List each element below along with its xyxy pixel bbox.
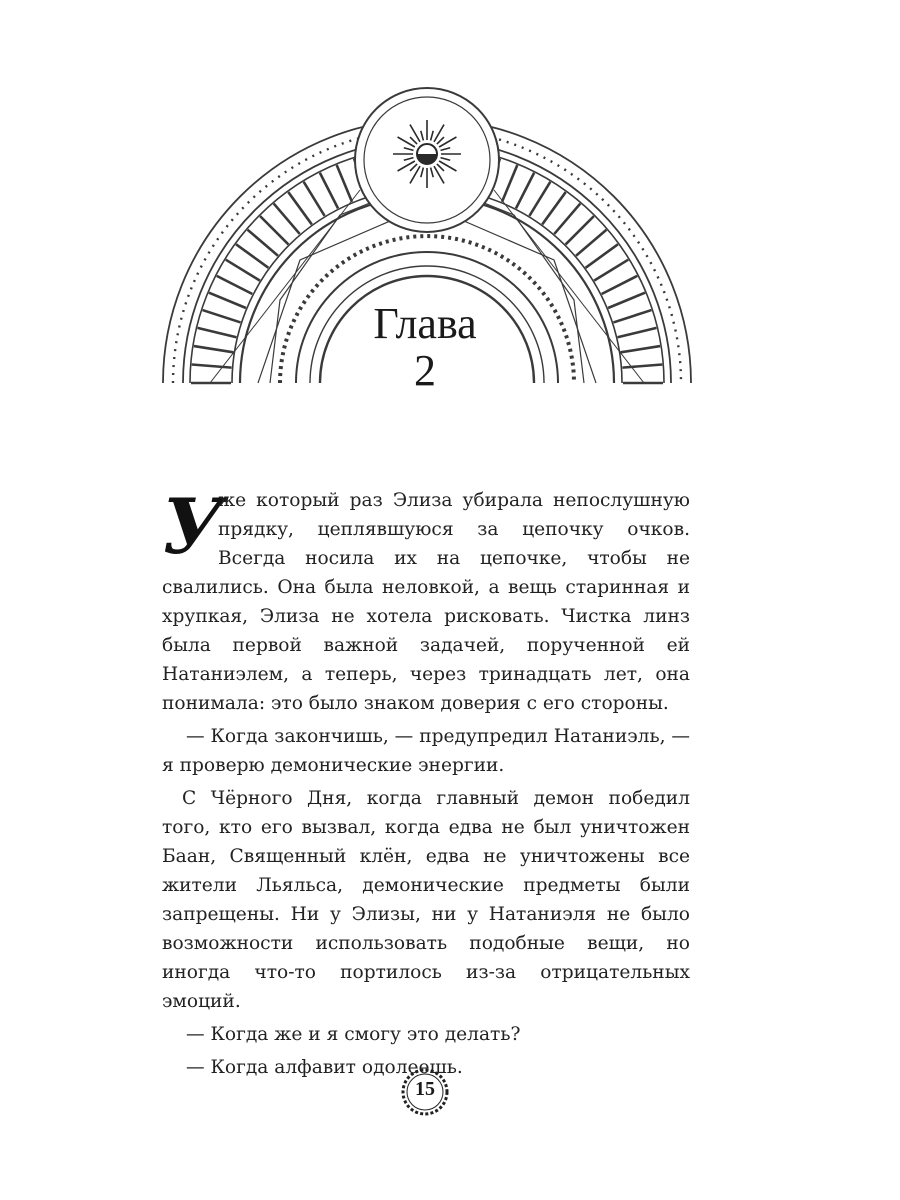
first-paragraph-text: же который раз Элиза убирала непослушную прядку, цеплявшуюся за цепочку очков. Всегда носила их на цепочке, чтобы не свалились. Она была неловкой, а вещь старинная и хрупкая, Элиза не хотела рисковать. Чистка линз была первой важной задачей, порученной ей Натаниэлем, а теперь, через тринадцать лет, она понимала: это было знаком доверия с его стороны. bbox=[162, 490, 690, 714]
chapter-title-word: Глава bbox=[373, 299, 477, 348]
paragraph: — Когда закончишь, — предупредил Натаниэль, — я проверю демонические энергии. bbox=[162, 726, 690, 776]
chapter-text bbox=[162, 482, 690, 1082]
paragraph: — Когда же и я смогу это делать? bbox=[186, 1024, 521, 1045]
drop-cap: У bbox=[162, 482, 224, 571]
page-number-badge bbox=[399, 1066, 451, 1118]
paragraph: — Когда алфавит одолеешь. bbox=[186, 1057, 463, 1078]
paragraph: С Чёрного Дня, когда главный демон победил того, кто его вызвал, когда едва не был уничтожен Баан, Священный клён, едва не уничтожены все жители Льяльса, демонические предметы были запрещены. Ни у Элизы, ни у Натаниэля не было возможности использовать подобные вещи, но иногда что-то портилось из-за отрицательных эмоций. bbox=[162, 788, 690, 1012]
chapter-number: 2 bbox=[414, 346, 436, 395]
sun-emblem-icon bbox=[355, 88, 499, 232]
first-paragraph bbox=[162, 482, 690, 718]
chapter-heading bbox=[300, 300, 550, 394]
page-number: 15 bbox=[415, 1078, 435, 1100]
